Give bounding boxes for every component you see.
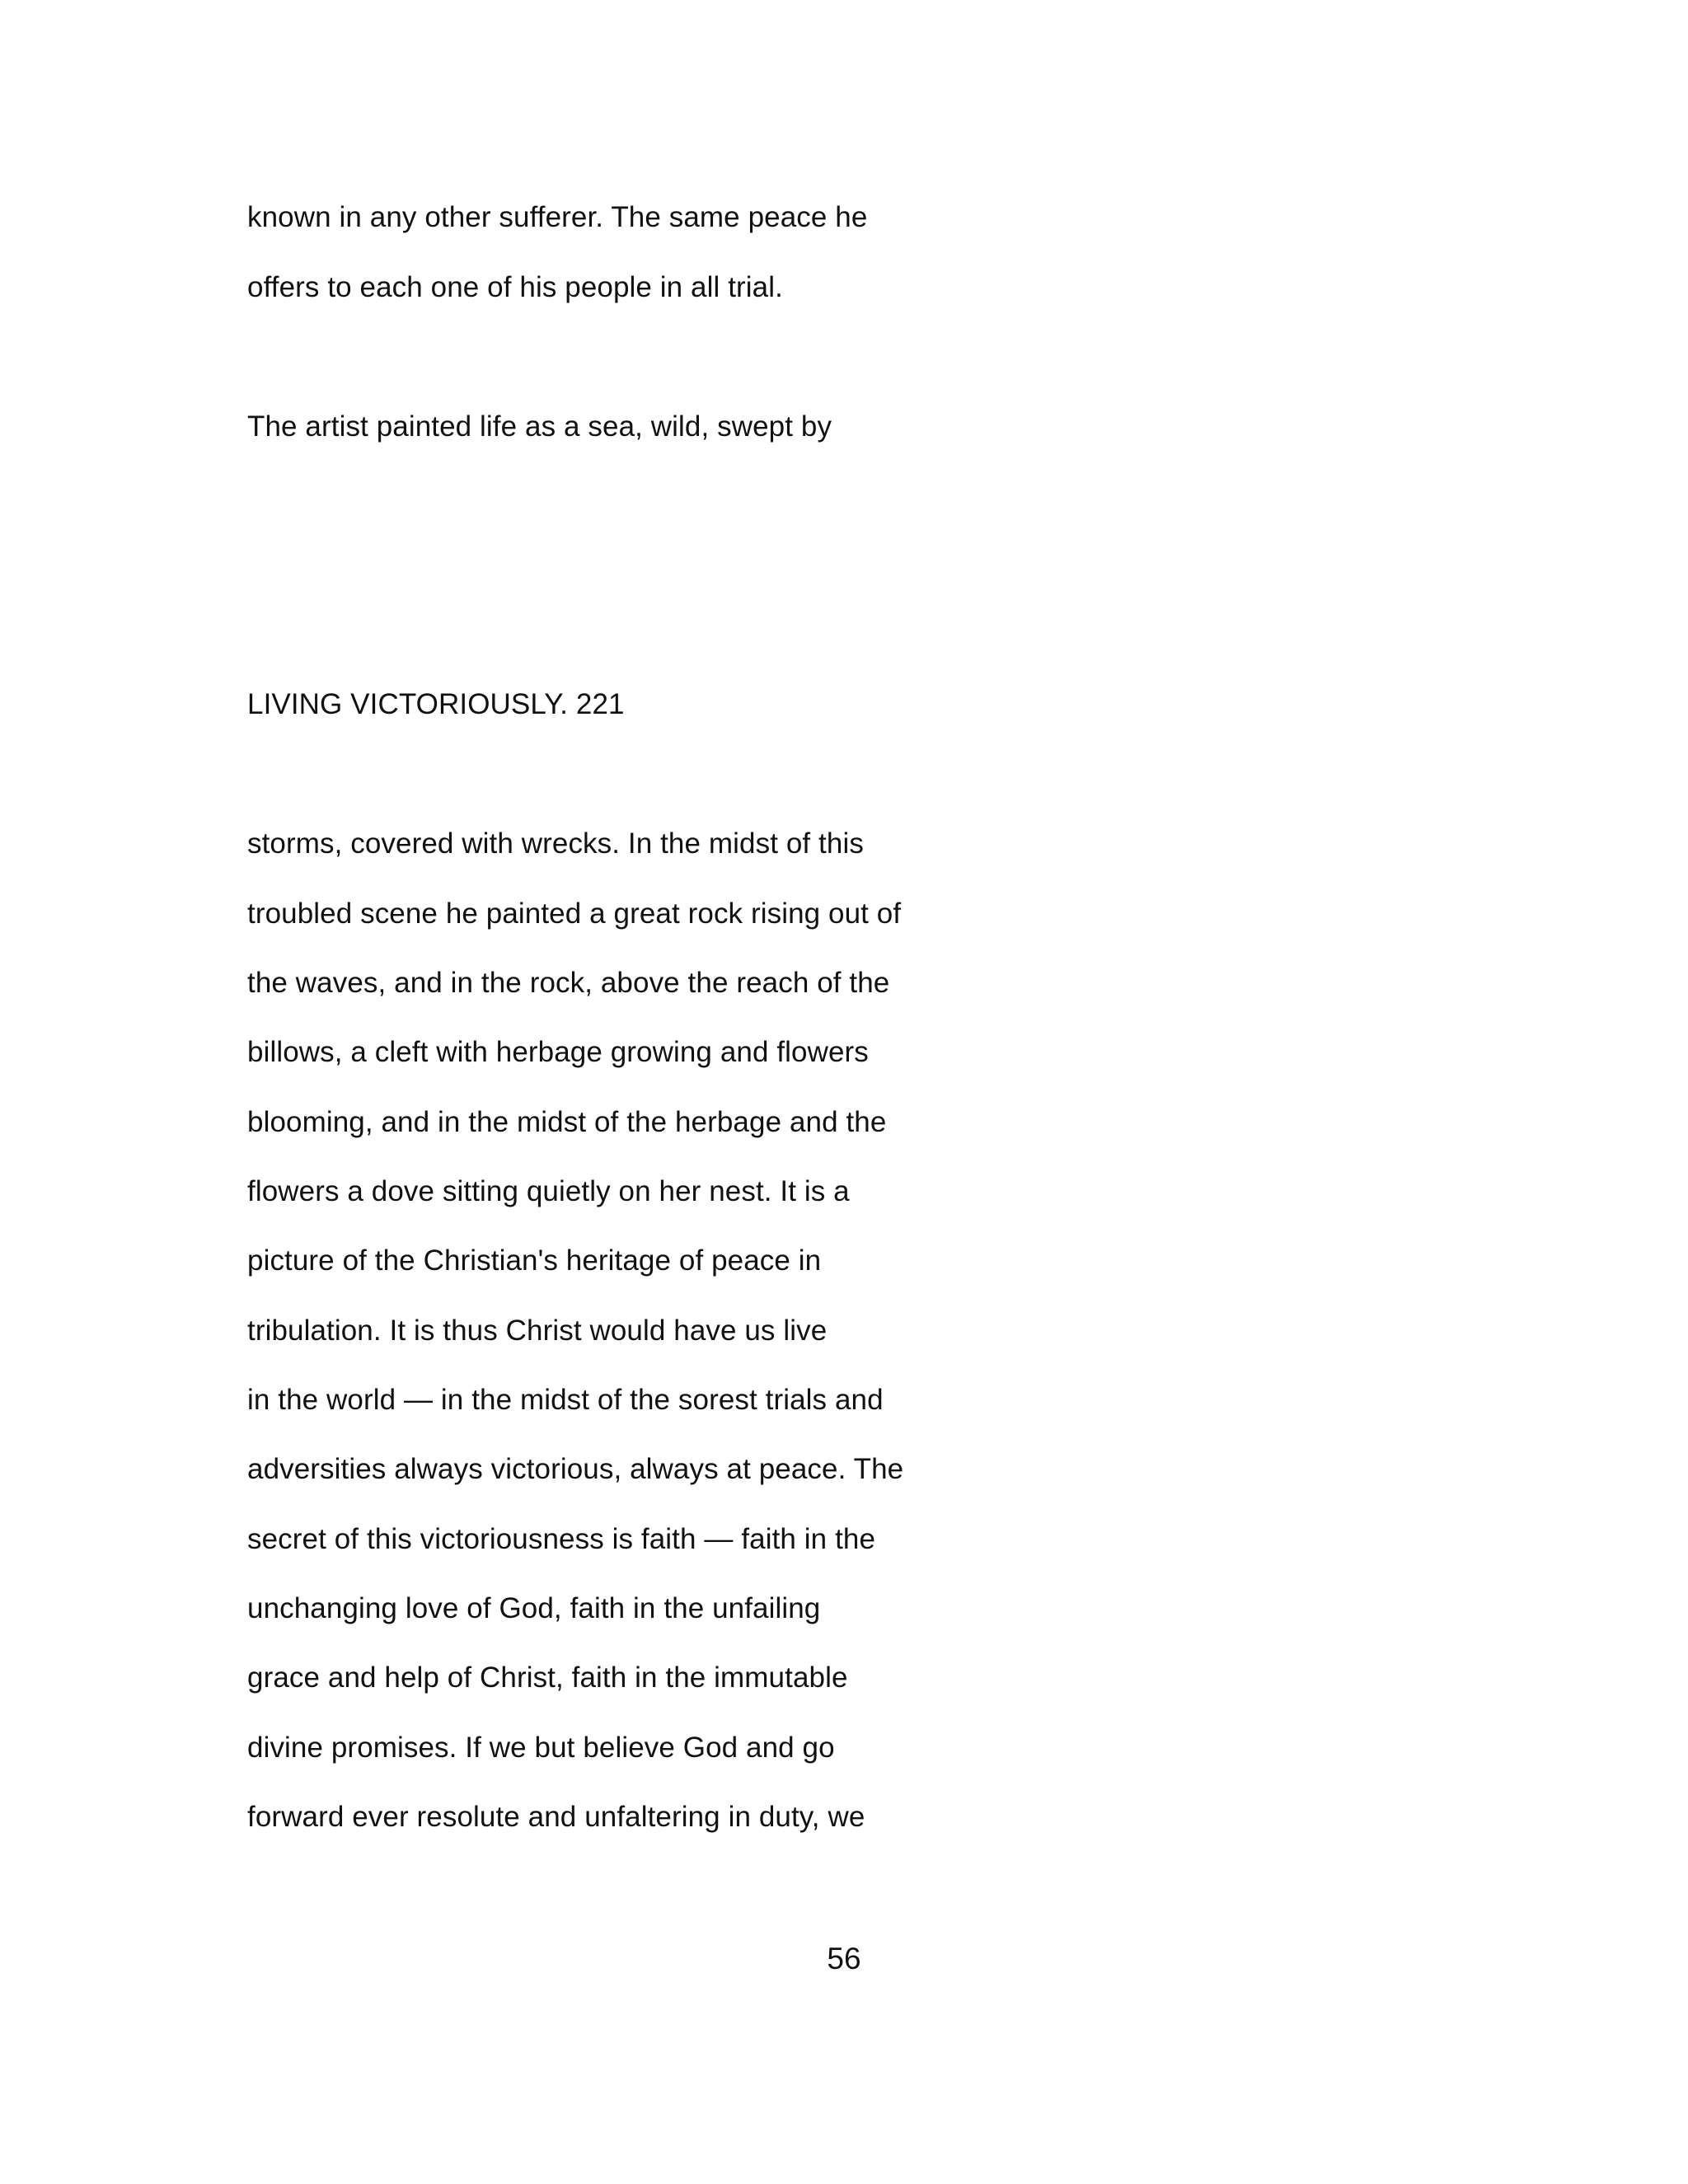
text-line: in the world — in the midst of the sorest trials and xyxy=(247,1384,884,1416)
text-line: flowers a dove sitting quietly on her nest. It is a xyxy=(247,1175,850,1207)
text-line: billows, a cleft with herbage growing and flowers xyxy=(247,1036,869,1068)
text-line: storms, covered with wrecks. In the midst of this xyxy=(247,827,864,860)
text-line: offers to each one of his people in all trial. xyxy=(247,271,783,303)
text-line: blooming, and in the midst of the herbage and the xyxy=(247,1106,887,1138)
text-line: troubled scene he painted a great rock rising out of xyxy=(247,898,902,930)
text-line: grace and help of Christ, faith in the immutable xyxy=(247,1661,848,1694)
text-line: tribulation. It is thus Christ would have us live xyxy=(247,1315,828,1347)
text-line: unchanging love of God, faith in the unfailing xyxy=(247,1592,821,1624)
page-number: 56 xyxy=(827,1942,861,1975)
text-line: divine promises. If we but believe God and go xyxy=(247,1732,835,1764)
text-line: secret of this victoriousness is faith — faith in the xyxy=(247,1523,876,1555)
text-line: the waves, and in the rock, above the reach of the xyxy=(247,967,890,999)
text-line: known in any other sufferer. The same peace he xyxy=(247,201,868,233)
running-header: LIVING VICTORIOUSLY. 221 xyxy=(247,688,625,720)
text-line: picture of the Christian's heritage of peace in xyxy=(247,1244,822,1277)
text-line: adversities always victorious, always at peace. The xyxy=(247,1453,904,1485)
paragraph-start: The artist painted life as a sea, wild, swept by xyxy=(247,410,832,443)
text-line: forward ever resolute and unfaltering in duty, we xyxy=(247,1801,865,1833)
